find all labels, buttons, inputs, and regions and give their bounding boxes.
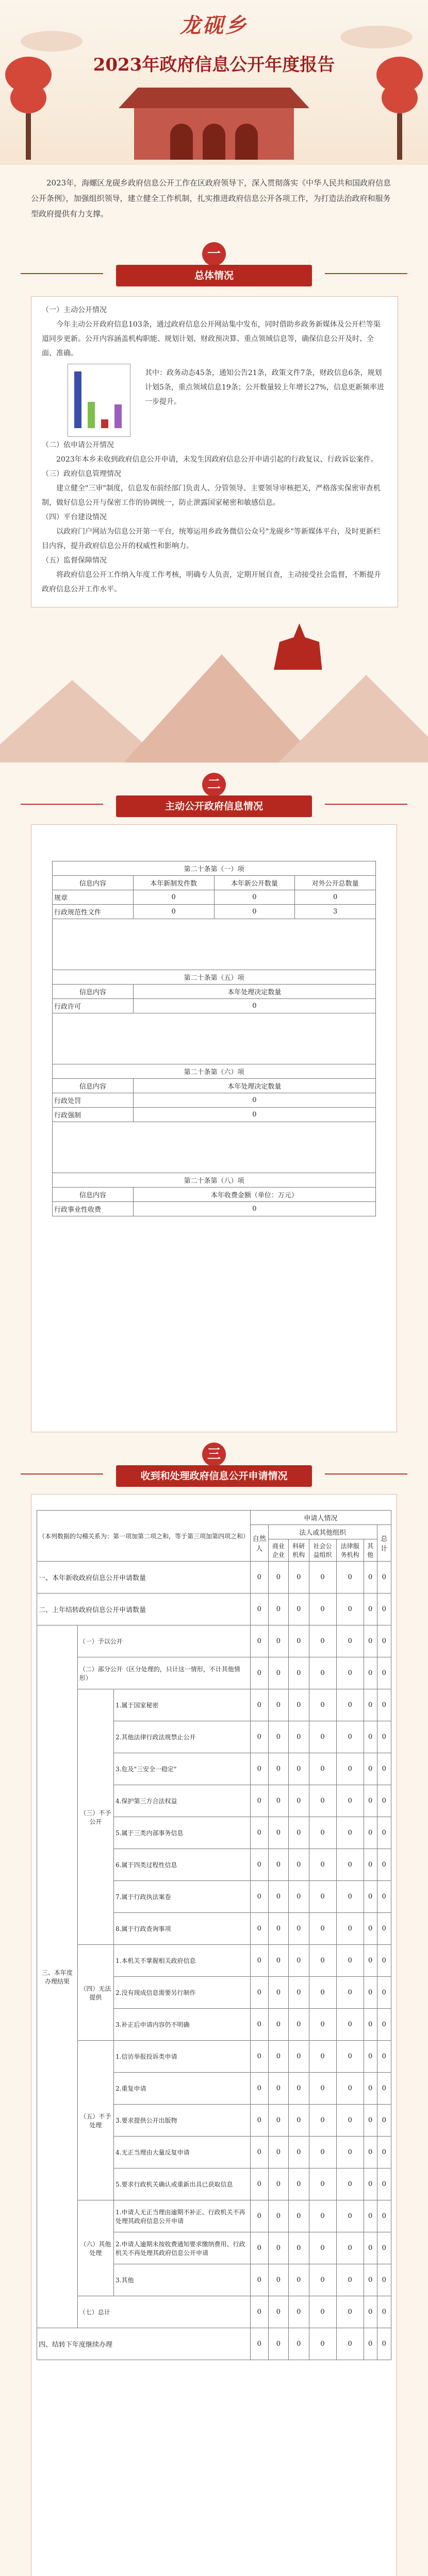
horse-rider-icon — [268, 623, 325, 670]
table-cell: 0 — [336, 2328, 364, 2360]
table-cell: 0 — [377, 2264, 391, 2296]
table-cell: 0 — [289, 1881, 309, 1913]
table-row: 5.要求行政机关确认或重新出具已获取信息 0 0 0 0 0 0 0 — [37, 2168, 391, 2200]
column-header: 信息内容 — [53, 1079, 134, 1093]
table-cell: 0 — [268, 1625, 288, 1657]
table-row: 四、结转下年度继续办理 0 0 0 0 0 0 0 — [37, 2328, 391, 2360]
table-cell: 0 — [377, 2073, 391, 2105]
table-cell: 0 — [268, 1689, 288, 1721]
table-row: 5.属于三类内部事务信息 0 0 0 0 0 0 0 — [37, 1817, 391, 1849]
table-cell: 0 — [250, 2200, 268, 2232]
table-cell: 0 — [250, 2296, 268, 2328]
table-cell: 0 — [364, 2200, 377, 2232]
table-cell: 0 — [336, 2073, 364, 2105]
table-row: 行政强制 0 — [53, 1108, 376, 1122]
table-cell: 0 — [377, 1945, 391, 1977]
table-cell: 0 — [364, 2328, 377, 2360]
section-header-active — [0, 773, 428, 818]
table-cell: 0 — [377, 2328, 391, 2360]
table-cell: 0 — [289, 1849, 309, 1881]
table-cell: 0 — [268, 1721, 288, 1753]
overview-s2-title: （二）依申请公开情况 — [42, 441, 114, 449]
table-cell: 0 — [364, 1721, 377, 1753]
table-cell: 0 — [336, 1625, 364, 1657]
table-cell: 0 — [364, 2009, 377, 2041]
table-cell: 0 — [250, 2168, 268, 2200]
table-cell: 0 — [250, 2073, 268, 2105]
table-cell: 0 — [309, 1849, 336, 1881]
table-cell: 0 — [364, 1753, 377, 1785]
table-cell: 0 — [309, 2232, 336, 2264]
table-cell: 0 — [268, 1849, 288, 1881]
table-row: （二）部分公开（区分处理的，只计这一情形，不计其他情形） 0 0 0 0 0 0 0 — [37, 1657, 391, 1689]
column-header: 社会公益组织 — [309, 1539, 336, 1562]
overview-s4-title: （四）平台建设情况 — [42, 513, 107, 521]
report-title: 2023年政府信息公开年度报告 — [93, 55, 335, 75]
table-cell: 0 — [309, 2296, 336, 2328]
table-cell: 0 — [377, 1913, 391, 1945]
table-cell: 0 — [309, 1785, 336, 1817]
table-cell: 0 — [289, 2296, 309, 2328]
table-cell: 0 — [309, 1753, 336, 1785]
table-cell: 0 — [364, 1913, 377, 1945]
table-cell: 0 — [289, 2328, 309, 2360]
table-cell: 0 — [309, 1594, 336, 1625]
table-cell: 0 — [289, 1753, 309, 1785]
table-cell: 0 — [289, 2105, 309, 2137]
table-cell: 0 — [336, 2296, 364, 2328]
table-cell: 0 — [309, 2137, 336, 2168]
table-row: （四）无法提供 1.本机关不掌握相关政府信息 0 0 0 0 0 0 0 — [37, 1945, 391, 1977]
overview-s3-title: （三）政府信息管理情况 — [42, 470, 121, 478]
section-number: 三 — [202, 1443, 226, 1466]
section-header-apply — [0, 1443, 428, 1488]
table-cell: 0 — [268, 1562, 288, 1594]
table-cell: 0 — [364, 1785, 377, 1817]
table-cell: 0 — [336, 1881, 364, 1913]
table-cell: 0 — [250, 1849, 268, 1881]
table-cell: 0 — [250, 2328, 268, 2360]
table-cell: 0 — [364, 2041, 377, 2073]
table-cell: 0 — [250, 1977, 268, 2009]
table-cell: 0 — [289, 1945, 309, 1977]
table-cell: 0 — [268, 1753, 288, 1785]
chart-bar — [114, 404, 122, 428]
table-row: 6.属于四类过程性信息 0 0 0 0 0 0 0 — [37, 1849, 391, 1881]
table-cell: 0 — [268, 2296, 288, 2328]
chart-area — [31, 361, 398, 438]
table-cell: 0 — [336, 2041, 364, 2073]
table-row: 3.补正后申请内容仍不明确 0 0 0 0 0 0 0 — [37, 2009, 391, 2041]
overview-s1-text2: 其中：政务动态45条，通知公告21条，政策文件7条，财政信息6条，规划计划5条，重点领域信息19条；公开数量较上年增长27%，信息更新频率进一步提升。 — [145, 369, 384, 406]
column-header: 法人或其他组织 — [268, 1525, 377, 1539]
table-cell: 0 — [364, 1881, 377, 1913]
column-header: 本年新公开数量 — [214, 876, 295, 890]
table-cell: 0 — [268, 1977, 288, 2009]
table-cell: 0 — [268, 1785, 288, 1817]
intro-paragraph: 2023年，海螺区龙砚乡政府信息公开工作在区政府领导下，深入贯彻落实《中华人民共和国政府信息公开条例》，加强组织领导，建立健全工作机制，扎实推进政府信息公开各项工作，为打造法治政府和服务型政府提供有力支撑。 — [31, 178, 391, 218]
table-cell: 0 — [289, 1817, 309, 1849]
table-cell: 0 — [336, 1721, 364, 1753]
table-cell: 0 — [289, 2200, 309, 2232]
table-cell: 0 — [364, 2296, 377, 2328]
table-cell: 0 — [289, 1721, 309, 1753]
table-cell: 0 — [336, 1689, 364, 1721]
overview-s1-title: （一）主动公开情况 — [42, 306, 107, 314]
table-cell: 0 — [336, 1945, 364, 1977]
table-cell: 0 — [377, 1753, 391, 1785]
chart-bar — [88, 402, 95, 428]
table-cell: 0 — [377, 1562, 391, 1594]
table-cell: 0 — [309, 1913, 336, 1945]
table-cell: 0 — [250, 2105, 268, 2137]
table-cell: 0 — [364, 2232, 377, 2264]
table-cell: 0 — [268, 1817, 288, 1849]
table-row: 行政处罚 0 — [53, 1093, 376, 1108]
table-row: 2.重复申请 0 0 0 0 0 0 0 — [37, 2073, 391, 2105]
table-cell: 0 — [289, 1625, 309, 1657]
table-row: 4.无正当理由大量反复申请 0 0 0 0 0 0 0 — [37, 2137, 391, 2168]
column-header: 自然人 — [250, 1525, 268, 1562]
table-cell: 0 — [250, 2137, 268, 2168]
table-cell: 0 — [377, 2041, 391, 2073]
table-section-head: 第二十条第（六）项 — [53, 1064, 376, 1079]
table-cell: 0 — [377, 2009, 391, 2041]
header-banner — [0, 0, 428, 165]
table-cell: 0 — [268, 2200, 288, 2232]
gate-illustration — [119, 88, 309, 160]
apply-box — [31, 1494, 397, 2576]
table-cell: 0 — [377, 1625, 391, 1657]
table-cell: 0 — [364, 1849, 377, 1881]
table-cell: 0 — [250, 1625, 268, 1657]
table-cell: 0 — [289, 1562, 309, 1594]
table-row: （五）不予处理 1.信访举报投诉类申请 0 0 0 0 0 0 0 — [37, 2041, 391, 2073]
column-header: 信息内容 — [53, 876, 134, 890]
table-cell: 0 — [309, 1881, 336, 1913]
table-cell: 0 — [268, 2328, 288, 2360]
table-cell: 0 — [336, 1785, 364, 1817]
landscape-decoration — [0, 608, 428, 762]
table-cell: 0 — [364, 2105, 377, 2137]
table-cell: 0 — [377, 1785, 391, 1817]
overview-s3-text: 建立健全"三审"制度，信息发布前经部门负责人、分管领导、主要领导审核把关，严格落实保密审查机制，做好信息公开与保密工作的协调统一，防止泄露国家秘密和敏感信息。 — [42, 484, 381, 507]
table-row: 行政许可 0 — [53, 999, 376, 1013]
table-cell: 0 — [250, 1913, 268, 1945]
table-cell: 0 — [268, 2105, 288, 2137]
table-row: 3.其他 0 0 0 0 0 0 0 — [37, 2264, 391, 2296]
table-cell: 0 — [309, 2328, 336, 2360]
column-header: 其他 — [364, 1539, 377, 1562]
table-cell: 0 — [336, 1594, 364, 1625]
overview-box — [31, 296, 398, 607]
table-cell: 0 — [309, 2105, 336, 2137]
table-cell: 0 — [309, 1721, 336, 1753]
table-cell: 0 — [336, 2264, 364, 2296]
table-cell: 0 — [377, 1977, 391, 2009]
table-cell: 0 — [364, 2073, 377, 2105]
overview-s1-text: 今年主动公开政府信息103条，通过政府信息公开网站集中发布，同时借助乡政务新媒体及公开栏等渠道同步更新。公开内容涵盖机构职能、规划计划、财政预决算、重点领域信息等，确保信息公开及时、全面、准确。 — [42, 320, 381, 358]
table-cell: 0 — [250, 1945, 268, 1977]
table-cell: 0 — [309, 1625, 336, 1657]
column-header: 本年处理决定数量 — [133, 985, 375, 999]
table-cell: 0 — [364, 2264, 377, 2296]
table-row: 一、本年新收政府信息公开申请数量 0 0 0 0 0 0 0 — [37, 1562, 391, 1594]
column-header: 本年处理决定数量 — [133, 1079, 375, 1093]
table-cell: 0 — [377, 1689, 391, 1721]
table-cell: 0 — [336, 1657, 364, 1689]
table-cell: 0 — [309, 2168, 336, 2200]
table-cell: 0 — [268, 1657, 288, 1689]
section-title: 收到和处理政府信息公开申请情况 — [140, 1470, 288, 1482]
table-cell: 0 — [364, 1625, 377, 1657]
table-cell: 0 — [377, 2168, 391, 2200]
table-cell: 0 — [268, 2168, 288, 2200]
table-cell: 0 — [309, 1657, 336, 1689]
table-cell: 0 — [289, 2232, 309, 2264]
table-cell: 0 — [377, 2200, 391, 2232]
table-cell: 0 — [268, 1945, 288, 1977]
table-cell: 0 — [250, 1657, 268, 1689]
mini-bar-chart — [68, 364, 130, 437]
table-cell: 0 — [268, 2264, 288, 2296]
table-cell: 0 — [377, 2137, 391, 2168]
table-cell: 0 — [289, 2168, 309, 2200]
table-cell: 0 — [268, 2232, 288, 2264]
table-cell: 0 — [250, 1881, 268, 1913]
row-subgroup-label: （四）无法提供 — [77, 1945, 113, 2041]
column-header: 科研机构 — [289, 1539, 309, 1562]
column-header: 本年收费金额（单位：万元） — [133, 1188, 375, 1202]
section-number: 一 — [202, 242, 226, 266]
table-cell: 0 — [336, 1817, 364, 1849]
apply-table: （本列数据的勾稽关系为：第一项加第二项之和，等于第三项加第四项之和） 申请人情况 自然人 法人或其他组织 总计 商业企业 科研机构 社会公益组织 法律服务机构 其他 一、本年新收政府信息公开申请数量 0 0 0 0 0 0 0 二、上年结转政府信息公开申请数量 0 0 0 0 0 0 0 三、本年度办理结果 （一）予以公开 0 0 0 0 0 0 0 （二）部分公开（区分处理的，只计这一情形，不计其他情形） 0 0 0 0 0 0 0 （三）不予公开 1.属于国家秘密 0 0 0 0 0 0 0 2.其他法律行政法规禁止公开 0 0 0 0 0 0 0 3.危及"三安全一稳定" 0 0 0 0 0 0 0 4.保护第三方合法权益 0 0 0 0 0 0 0 5.属于三类内部事务信息 0 0 0 0 0 0 0 6.属于四类过程性信息 0 0 0 0 0 0 0 7.属于行政执法案卷 0 0 0 0 0 0 0 8.属于行政查询事项 0 0 0 0 0 0 0 （四）无法提供 1.本机关不掌握相关政府信息 0 0 0 0 0 0 0 2.没有现成信息需要另行制作 0 0 0 0 0 0 0 3.补正后申请内容仍不明确 0 0 0 0 0 0 0 （五）不予处理 1.信访举报投诉类申请 0 0 0 0 0 0 0 2.重复申请 0 0 0 0 0 0 0 3.要求提供公开出版物 0 0 0 0 0 0 0 4.无正当理由大量反复申请 0 0 0 0 0 0 0 5.要求行政机关确认或重新出具已获取信息 0 0 0 0 0 0 0 （六）其他处理 1.申请人无正当理由逾期不补正、行政机关不再处理其政府信息公开申请 0 0 0 0 0 0 0 2.申请人逾期未按收费通知要求缴纳费用、行政机关不再处理其政府信息公开申请 0 0 0 0 0 0 0 3.其他 0 0 0 0 0 0 0 （七）总计 0 0 0 0 0 0 0 四、结转下年度继续办理 0 0 0 0 0 0 0 — [37, 1510, 391, 2360]
table-cell: 0 — [364, 1562, 377, 1594]
table-cell: 0 — [336, 1849, 364, 1881]
table-row: 规章 0 0 0 — [53, 890, 376, 905]
column-header: 信息内容 — [53, 985, 134, 999]
active-disclosure-box — [31, 824, 397, 1432]
table-row: 3.要求提供公开出版物 0 0 0 0 0 0 0 — [37, 2105, 391, 2137]
overview-s5-text: 将政府信息公开工作纳入年度工作考核，明确专人负责，定期开展自查，主动接受社会监督，不断提升政府信息公开工作水平。 — [42, 571, 381, 594]
table-row: （六）其他处理 1.申请人无正当理由逾期不补正、行政机关不再处理其政府信息公开申请 0 0 0 0 0 0 0 — [37, 2200, 391, 2232]
row-subgroup-label: （三）不予公开 — [77, 1689, 113, 1945]
table-cell: 0 — [268, 2041, 288, 2073]
table-row: 8.属于行政查询事项 0 0 0 0 0 0 0 — [37, 1913, 391, 1945]
table-cell: 0 — [268, 1913, 288, 1945]
table-cell: 0 — [268, 2137, 288, 2168]
table-cell: 0 — [377, 1817, 391, 1849]
table-cell: 0 — [309, 1977, 336, 2009]
row-subgroup-label: （五）不予处理 — [77, 2041, 113, 2200]
table-cell: 0 — [336, 2105, 364, 2137]
table-cell: 0 — [289, 2073, 309, 2105]
column-header: 总计 — [377, 1525, 391, 1562]
table-cell: 0 — [336, 1753, 364, 1785]
table-cell: 0 — [309, 2073, 336, 2105]
table-cell: 0 — [377, 2296, 391, 2328]
brand-logo: 龙砚乡 — [180, 14, 248, 38]
table-cell: 0 — [250, 2264, 268, 2296]
table-row: 行政事业性收费 0 — [53, 1202, 376, 1216]
table-row: 二、上年结转政府信息公开申请数量 0 0 0 0 0 0 0 — [37, 1594, 391, 1625]
table-row: 3.危及"三安全一稳定" 0 0 0 0 0 0 0 — [37, 1753, 391, 1785]
table-cell: 0 — [268, 2073, 288, 2105]
table-cell: 0 — [289, 1785, 309, 1817]
table-cell: 0 — [250, 1689, 268, 1721]
table-cell: 0 — [289, 1657, 309, 1689]
table-cell: 0 — [250, 2232, 268, 2264]
table-cell: 0 — [364, 2168, 377, 2200]
table-cell: 0 — [377, 1849, 391, 1881]
table-cell: 0 — [289, 1913, 309, 1945]
table-cell: 0 — [336, 2137, 364, 2168]
table-cell: 0 — [377, 1721, 391, 1753]
column-header: 法律服务机构 — [336, 1539, 364, 1562]
table-cell: 0 — [364, 1689, 377, 1721]
table-section-head: 第二十条第（八）项 — [53, 1173, 376, 1188]
table-cell: 0 — [364, 2137, 377, 2168]
table-cell: 0 — [289, 2137, 309, 2168]
table-cell: 0 — [250, 1562, 268, 1594]
table-row: 2.没有现成信息需要另行制作 0 0 0 0 0 0 0 — [37, 1977, 391, 2009]
table-cell: 0 — [289, 1977, 309, 2009]
table-cell: 0 — [336, 1977, 364, 2009]
table-cell: 0 — [377, 1881, 391, 1913]
column-header: 对外公开总数量 — [295, 876, 376, 890]
table-cell: 0 — [309, 2264, 336, 2296]
table-row: 4.保护第三方合法权益 0 0 0 0 0 0 0 — [37, 1785, 391, 1817]
table-cell: 0 — [377, 1657, 391, 1689]
table-cell: 0 — [336, 2168, 364, 2200]
table-cell: 0 — [336, 1913, 364, 1945]
section-title: 主动公开政府信息情况 — [164, 801, 263, 812]
table-cell: 0 — [250, 1721, 268, 1753]
table-cell: 0 — [309, 1689, 336, 1721]
table-cell: 0 — [309, 2009, 336, 2041]
active-disclosure-table — [52, 861, 376, 1216]
table-row: 行政规范性文件 0 0 3 — [53, 905, 376, 919]
overview-s5-title: （五）监督保障情况 — [42, 556, 107, 565]
table-cell: 0 — [250, 1594, 268, 1625]
table-cell: 0 — [336, 2009, 364, 2041]
table-cell: 0 — [250, 2041, 268, 2073]
table-cell: 0 — [336, 1562, 364, 1594]
chart-bar — [74, 371, 81, 428]
table-section-head: 第二十条第（一）项 — [53, 861, 376, 876]
section-number: 二 — [202, 773, 226, 796]
table-cell: 0 — [250, 1817, 268, 1849]
column-header: 信息内容 — [53, 1188, 134, 1202]
table-cell: 0 — [364, 1945, 377, 1977]
table-cell: 0 — [289, 1594, 309, 1625]
table-cell: 0 — [377, 1594, 391, 1625]
table-cell: 0 — [289, 1689, 309, 1721]
table-cell: 0 — [289, 2041, 309, 2073]
table-cell: 0 — [250, 1785, 268, 1817]
table-cell: 0 — [309, 2200, 336, 2232]
column-header: 商业企业 — [268, 1539, 288, 1562]
table-cell: 0 — [250, 1753, 268, 1785]
table-cell: 0 — [309, 1817, 336, 1849]
table-cell: 0 — [364, 1594, 377, 1625]
table-row: 三、本年度办理结果 （一）予以公开 0 0 0 0 0 0 0 — [37, 1625, 391, 1657]
table-section-head: 第二十条第（五）项 — [53, 970, 376, 985]
table-cell: 0 — [364, 1817, 377, 1849]
section-header-overview — [0, 242, 428, 287]
overview-s4-text: 以政府门户网站为信息公开第一平台，统筹运用乡政务微信公众号"龙砚乡"等新媒体平台，及时更新栏目内容，提升政府信息公开的权威性和影响力。 — [42, 528, 381, 550]
section-title: 总体情况 — [194, 270, 234, 281]
table-cell: 0 — [364, 1657, 377, 1689]
table-cell: 0 — [336, 2200, 364, 2232]
table-cell: 0 — [309, 1945, 336, 1977]
table-cell: 0 — [268, 1881, 288, 1913]
table-row: 2.其他法律行政法规禁止公开 0 0 0 0 0 0 0 — [37, 1721, 391, 1753]
overview-s2-text: 2023年本乡未收到政府信息公开申请，未发生因政府信息公开申请引起的行政复议、行政诉讼案件。 — [56, 455, 378, 464]
chart-bar — [101, 419, 108, 428]
table-cell: 0 — [268, 1594, 288, 1625]
column-header: 本年新制发件数 — [133, 876, 214, 890]
row-group-label: 三、本年度办理结果 — [37, 1625, 78, 2328]
table-cell: 0 — [289, 2264, 309, 2296]
table-cell: 0 — [336, 2232, 364, 2264]
table-cell: 0 — [268, 2009, 288, 2041]
row-subgroup-label: （六）其他处理 — [77, 2200, 113, 2296]
table-cell: 0 — [309, 1562, 336, 1594]
table-cell: 0 — [289, 2009, 309, 2041]
table-cell: 0 — [377, 2105, 391, 2137]
table-cell: 0 — [377, 2232, 391, 2264]
table-row: 7.属于行政执法案卷 0 0 0 0 0 0 0 — [37, 1881, 391, 1913]
table-cell: 0 — [250, 2009, 268, 2041]
table-row: （七）总计 0 0 0 0 0 0 0 — [37, 2296, 391, 2328]
column-header: 申请人情况 — [250, 1511, 391, 1525]
table-row: 2.申请人逾期未按收费通知要求缴纳费用、行政机关不再处理其政府信息公开申请 0 0 0 0 0 0 0 — [37, 2232, 391, 2264]
table-row: （三）不予公开 1.属于国家秘密 0 0 0 0 0 0 0 — [37, 1689, 391, 1721]
table-cell: 0 — [309, 2041, 336, 2073]
table-cell: 0 — [364, 1977, 377, 2009]
